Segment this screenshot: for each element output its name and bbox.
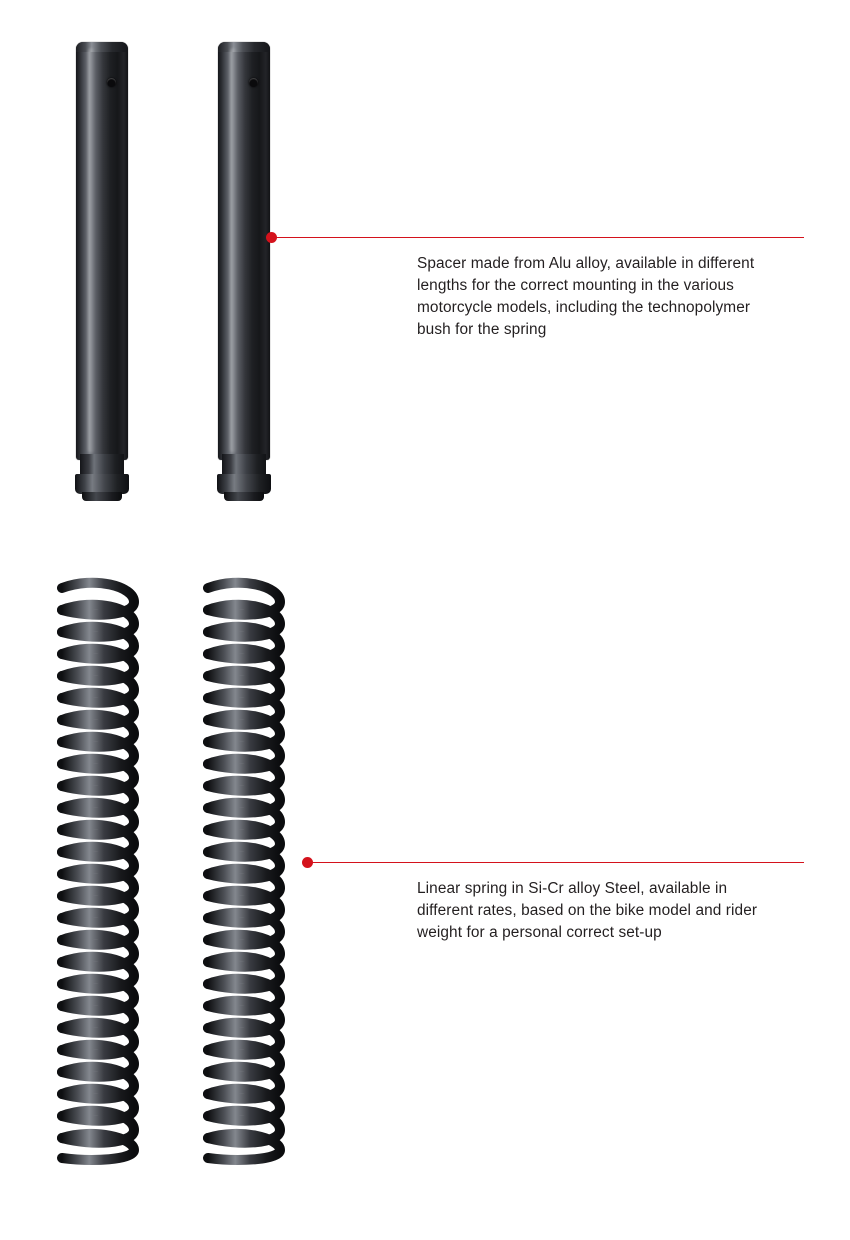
spacer-foot <box>224 492 264 501</box>
spacer-top-cap <box>76 42 128 52</box>
callout-leader-line <box>276 237 804 239</box>
spacer-flange <box>217 474 271 494</box>
spacer-body <box>218 42 270 460</box>
spacer-body <box>76 42 128 460</box>
spacer-foot <box>82 492 122 501</box>
spacer-top-cap <box>218 42 270 52</box>
callout-text-spacer: Spacer made from Alu alloy, available in different lengths for the correct mounting in the various motorcycle models, including the technopolymer bush for the spring <box>417 255 755 338</box>
spacer-neck <box>222 454 266 476</box>
spring-left-part <box>48 572 144 1172</box>
callout-leader-line <box>312 862 804 864</box>
spring-right-part <box>194 572 290 1172</box>
spacer-highlight <box>88 48 95 453</box>
callout-text-spring: Linear spring in Si-Cr alloy Steel, available in different rates, based on the bike model and rider weight for a personal correct set-up <box>417 880 758 941</box>
spacer-highlight <box>230 48 237 453</box>
spacer-flange <box>75 474 129 494</box>
spacer-pin-hole-icon <box>249 78 258 87</box>
spacer-pin-hole-icon <box>107 78 116 87</box>
spacer-neck <box>80 454 124 476</box>
